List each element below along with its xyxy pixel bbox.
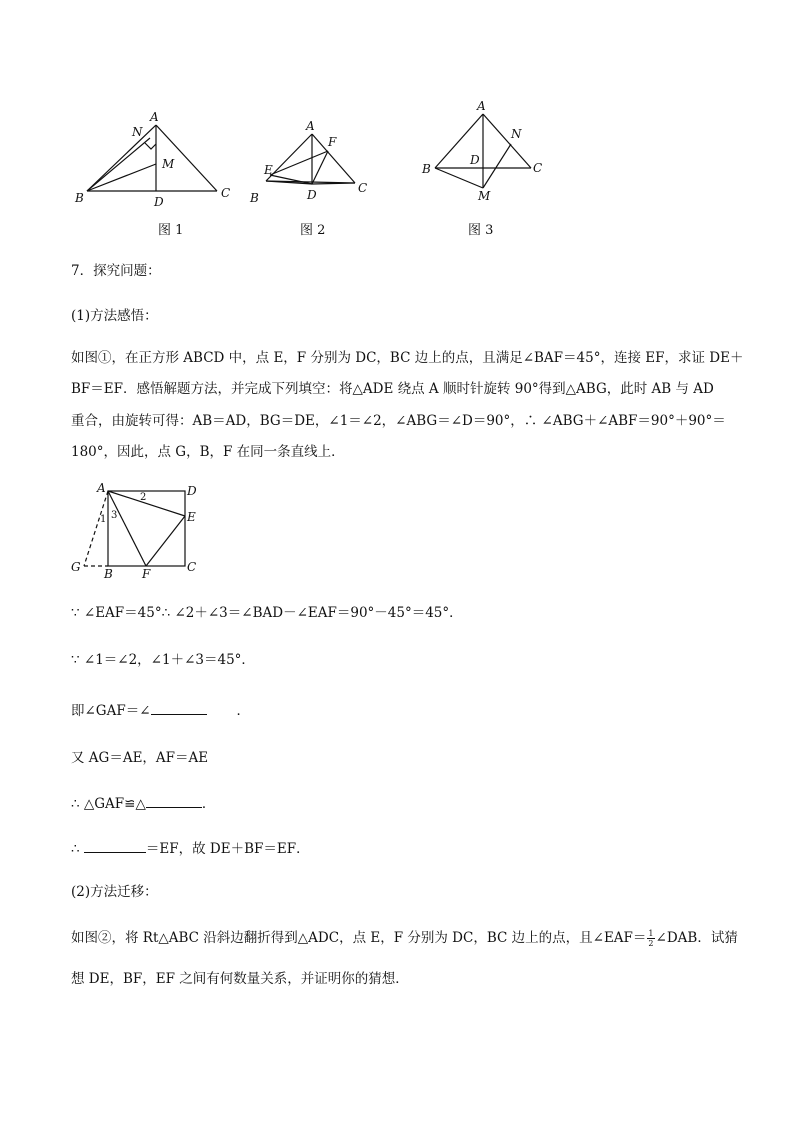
para2-line1-post: ∠DAB．试猜 — [655, 930, 738, 946]
fig1-label-c: C — [221, 186, 231, 200]
fig3-label-n: N — [511, 127, 522, 141]
fig3-label-m: M — [478, 189, 491, 203]
sq-label-b: B — [104, 567, 113, 580]
fig1-label-n: N — [132, 125, 143, 139]
fig1-label-m: M — [162, 157, 175, 171]
answer-blank-2[interactable] — [146, 793, 202, 808]
fig2-label-f: F — [328, 135, 337, 149]
sq-label-g: G — [71, 560, 81, 574]
fig2-label-c: C — [358, 181, 368, 195]
fig1-label-d: D — [154, 195, 164, 209]
para2-line1 — [71, 928, 738, 948]
sq-label-f: F — [142, 567, 151, 580]
figure-2 — [240, 118, 380, 210]
part1-heading: (1)方法感悟： — [71, 308, 158, 324]
sq-label-d: D — [187, 484, 197, 498]
para2-line1-pre: 如图②，将 Rt△ABC 沿斜边翻折得到△ADC，点 E，F 分别为 DC，BC 边上的点，且∠EAF＝ — [71, 930, 647, 946]
fraction-denominator: 2 — [648, 939, 654, 948]
step-3-pre: 即∠GAF＝∠ — [71, 703, 151, 719]
fig1-caption: 图 1 — [158, 223, 184, 238]
step-6-pre: ∴ — [71, 841, 84, 857]
problem-title: 7．探究问题： — [71, 263, 161, 279]
fig1-label-a: A — [150, 110, 159, 124]
step-2: ∵ ∠1＝∠2，∠1＋∠3＝45°． — [71, 652, 255, 668]
step-6 — [71, 838, 310, 859]
sq-label-e: E — [187, 510, 196, 524]
para2-line2: 想 DE，BF，EF 之间有何数量关系，并证明你的猜想． — [71, 971, 409, 987]
fig1-label-b: B — [75, 191, 84, 205]
square-figure — [66, 480, 206, 580]
answer-blank-3[interactable] — [84, 838, 146, 853]
fig2-label-d: D — [307, 188, 317, 202]
figure-3 — [415, 98, 555, 208]
step-4: 又 AG＝AE，AF＝AE — [71, 750, 209, 766]
step-3 — [71, 700, 250, 721]
fig2-label-e: E — [264, 163, 273, 177]
fig2-caption: 图 2 — [300, 223, 326, 238]
fig3-label-a: A — [477, 99, 486, 113]
fig3-label-b: B — [422, 162, 431, 176]
sq-angle-1: 1 — [100, 514, 107, 525]
sq-angle-2: 2 — [140, 492, 147, 503]
answer-blank-1[interactable] — [151, 700, 207, 715]
fig3-label-c: C — [533, 161, 543, 175]
step-3-post: ． — [236, 703, 251, 719]
figure-1 — [70, 108, 240, 213]
fig2-label-a: A — [306, 119, 315, 133]
para1-line4: 180°，因此，点 G，B，F 在同一条直线上． — [71, 444, 345, 460]
fig3-label-d: D — [470, 153, 480, 167]
fig3-caption: 图 3 — [468, 223, 494, 238]
para1-line3: 重合，由旋转可得：AB＝AD，BG＝DE，∠1＝∠2，∠ABG＝∠D＝90°，∴ ∠ABG＋∠ABF＝90°＋90°＝ — [71, 413, 726, 429]
fraction-numerator: 1 — [648, 929, 654, 938]
para1-line1: 如图①，在正方形 ABCD 中，点 E，F 分别为 DC，BC 边上的点，且满足∠BAF＝45°，连接 EF，求证 DE＋ — [71, 350, 744, 366]
part2-heading: (2)方法迁移： — [71, 884, 158, 900]
para1-line2: BF＝EF．感悟解题方法，并完成下列填空：将△ADE 绕点 A 顺时针旋转 90°得到△ABG，此时 AB 与 AD — [71, 381, 714, 397]
step-5-post: ． — [201, 796, 216, 812]
sq-label-a: A — [97, 481, 106, 495]
sq-label-c: C — [187, 560, 197, 574]
step-5 — [71, 793, 215, 814]
step-1: ∵ ∠EAF＝45°∴ ∠2＋∠3＝∠BAD－∠EAF＝90°－45°＝45°． — [71, 605, 463, 621]
step-6-post: ＝EF，故 DE＋BF＝EF． — [145, 841, 310, 857]
step-5-pre: ∴ △GAF≌△ — [71, 796, 146, 812]
sq-angle-3: 3 — [111, 510, 118, 521]
fraction-one-half — [647, 929, 654, 948]
fig2-label-b: B — [250, 191, 259, 205]
